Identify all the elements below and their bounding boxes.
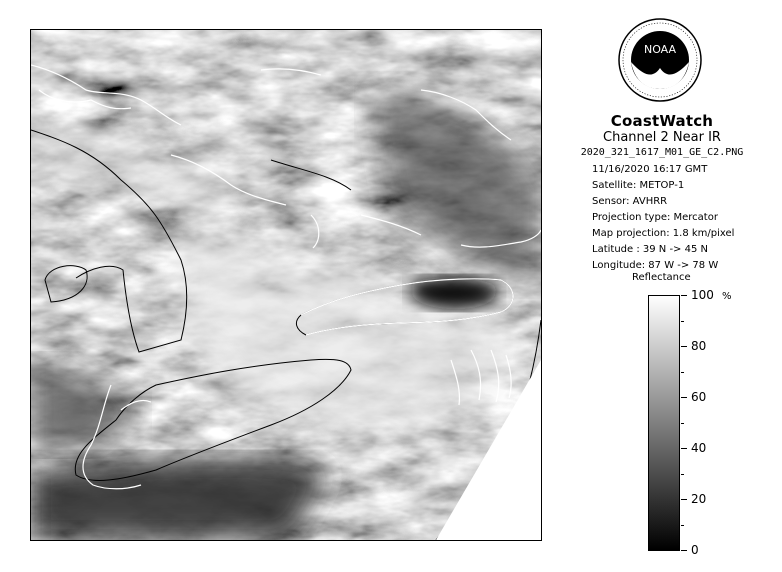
channel-subtitle: Channel 2 Near IR <box>603 130 721 145</box>
colorbar-title: Reflectance <box>632 272 691 283</box>
reflectance-colorbar <box>648 295 680 551</box>
satellite-label: Satellite: METOP-1 <box>592 180 685 191</box>
colorbar-tick-label: 100 <box>691 288 714 302</box>
datetime-label: 11/16/2020 16:17 GMT <box>592 164 708 175</box>
image-filename: 2020_321_1617_M01_GE_C2.PNG <box>580 147 744 158</box>
sensor-label: Sensor: AVHRR <box>592 196 668 207</box>
colorbar-tick <box>681 550 687 551</box>
colorbar-tick-label: 0 <box>691 543 699 557</box>
colorbar-tick-label: 40 <box>691 441 707 455</box>
satellite-image <box>30 29 542 541</box>
noaa-logo-icon <box>618 18 702 102</box>
colorbar-tick <box>681 295 687 296</box>
map-svg <box>31 30 541 540</box>
colorbar-tick <box>681 499 687 500</box>
colorbar-tick <box>681 397 687 398</box>
colorbar-tick <box>681 346 687 347</box>
map-projection-label: Map projection: 1.8 km/pixel <box>592 228 735 239</box>
colorbar-tick <box>681 423 684 424</box>
colorbar-tick <box>681 525 684 526</box>
colorbar-tick <box>681 448 687 449</box>
latitude-label: Latitude : 39 N -> 45 N <box>592 244 708 255</box>
coastwatch-title: CoastWatch <box>610 112 714 130</box>
colorbar-tick-label: 60 <box>691 390 707 404</box>
dark-land-region <box>31 458 331 540</box>
colorbar-tick-label: 80 <box>691 339 707 353</box>
colorbar-tick <box>681 372 684 373</box>
longitude-label: Longitude: 87 W -> 78 W <box>592 260 719 271</box>
projection-type-label: Projection type: Mercator <box>592 212 718 223</box>
colorbar-tick <box>681 321 684 322</box>
svg-text:NOAA: NOAA <box>643 43 677 56</box>
colorbar-tick-label: 20 <box>691 492 707 506</box>
colorbar-tick <box>681 474 684 475</box>
colorbar-unit: % <box>722 291 732 302</box>
